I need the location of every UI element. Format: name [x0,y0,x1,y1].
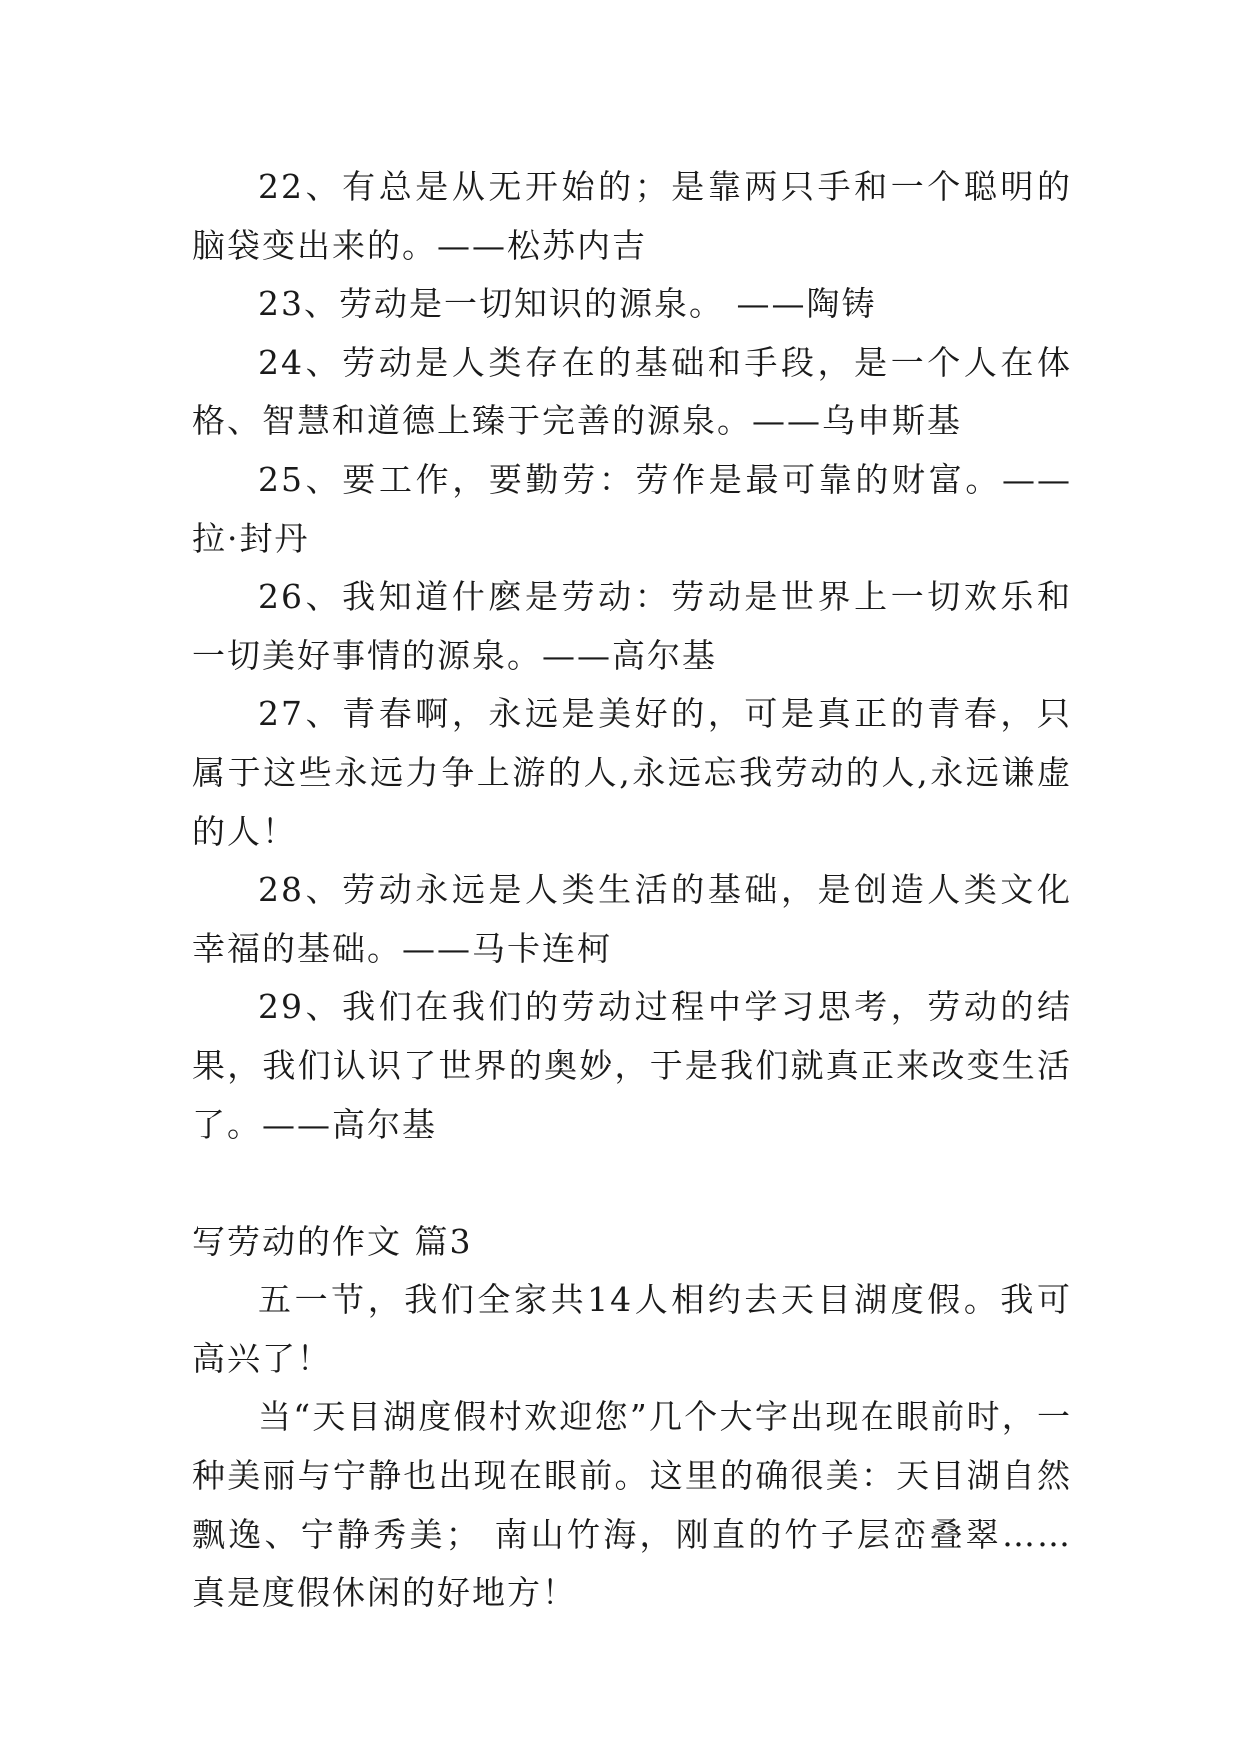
quote-25: 25、要工作，要勤劳：劳作是最可靠的财富。——拉·封丹 [192,459,1072,558]
section-paragraph: 五一节，我们全家共14人相约去天目湖度假。我可高兴了！ [192,1280,1072,1378]
quote-28: 28、劳动永远是人类生活的基础，是创造人类文化幸福的基础。——马卡连柯 [192,870,1072,968]
quote-26: 26、我知道什麽是劳动：劳动是世界上一切欢乐和一切美好事情的源泉。——高尔基 [192,577,1072,675]
section-title: 写劳动的作文 篇3 [192,1221,473,1261]
section-paragraph: 当“天目湖度假村欢迎您”几个大字出现在眼前时，一种美丽与宁静也出现在眼前。这里的确很美：天目湖自然飘逸、宁静秀美； 南山竹海，刚直的竹子层峦叠翠……真是度假休闲的好地方！ [192,1397,1072,1613]
document-body [192,158,1072,1623]
quote-29: 29、我们在我们的劳动过程中学习思考，劳动的结果，我们认识了世界的奥妙，于是我们就真正来改变生活了。——高尔基 [192,987,1072,1144]
quote-24: 24、劳动是人类存在的基础和手段，是一个人在体格、智慧和道德上臻于完善的源泉。——乌申斯基 [192,342,1072,441]
quote-22: 22、有总是从无开始的；是靠两只手和一个聪明的脑袋变出来的。——松苏内吉 [192,167,1072,265]
section-gap [192,1154,1072,1213]
quote-27: 27、青春啊，永远是美好的，可是真正的青春，只属于这些永远力争上游的人,永远忘我劳动的人,永远谦虚的人！ [192,694,1072,851]
quote-23: 23、劳动是一切知识的源泉。 ——陶铸 [258,284,877,324]
